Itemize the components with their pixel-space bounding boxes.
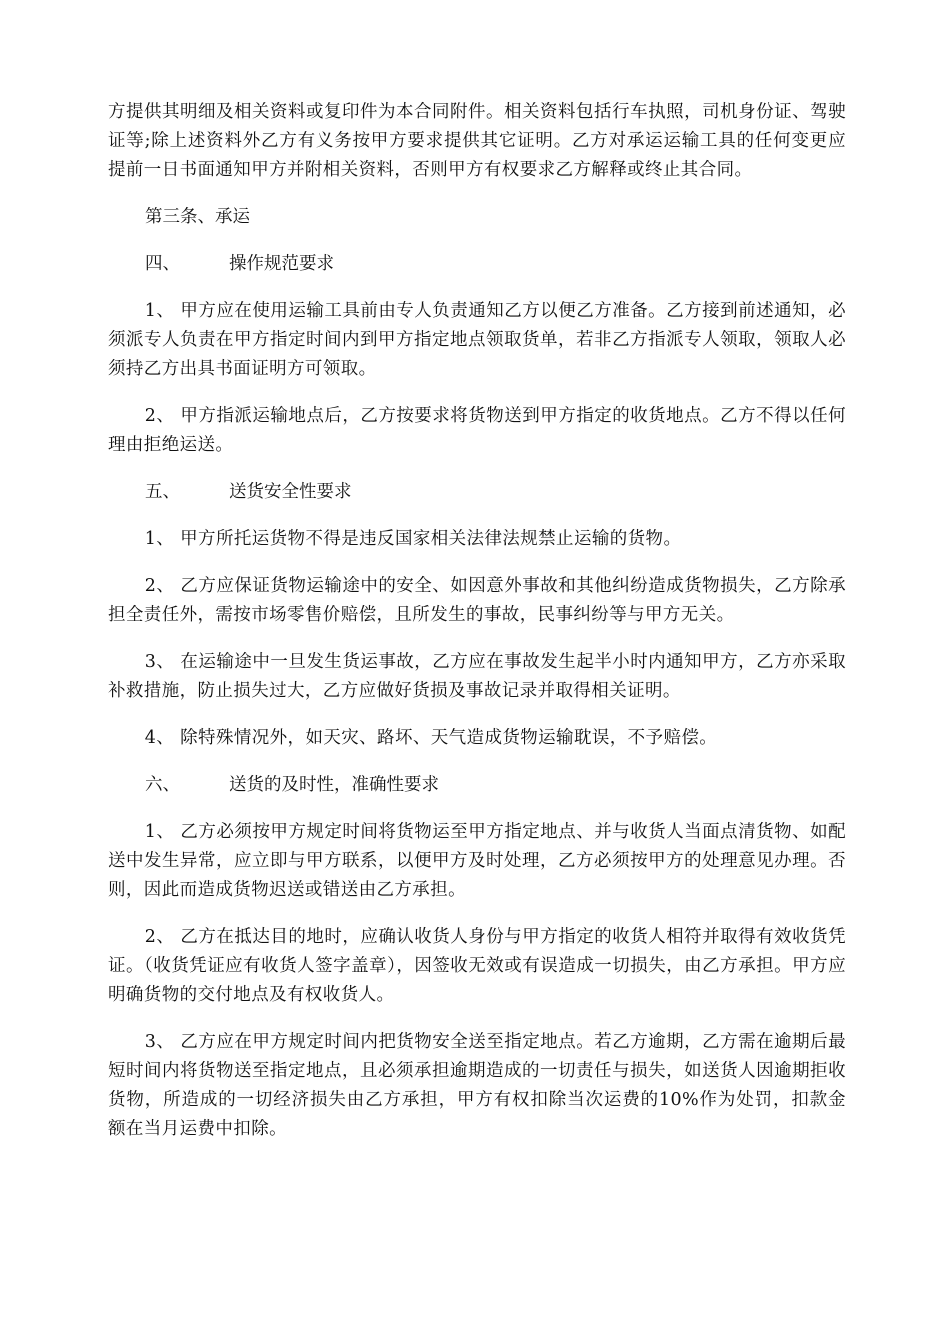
section-5-item-1: 1、 甲方所托运货物不得是违反国家相关法律法规禁止运输的货物。: [144, 529, 682, 549]
section-5-item-4: 4、 除特殊情况外，如天灾、路坏、天气造成货物运输耽误，不予赔偿。: [144, 728, 718, 748]
section-5-item-2: 2、 乙方应保证货物运输途中的安全、如因意外事故和其他纠纷造成货物损失，乙方除承担全责任外，需按市场零售价赔偿，且所发生的事故，民事纠纷等与甲方无关。: [108, 576, 846, 625]
section-5-title: 送货安全性要求: [229, 482, 352, 502]
section-6-number: 六、: [145, 775, 180, 795]
section-4-number: 四、: [145, 254, 180, 274]
section-6-title: 送货的及时性，准确性要求: [229, 775, 439, 795]
section-6-item-3: 3、 乙方应在甲方规定时间内把货物安全送至指定地点。若乙方逾期，乙方需在逾期后最短时间内将货物送至指定地点，且必须承担逾期造成的一切责任与损失，如送货人因逾期拒收货物，所造成的一切经济损失由乙方承担，甲方有权扣除当次运费的10%作为处罚，扣款金额在当月运费中扣除。: [108, 1032, 846, 1139]
article-3-heading: 第三条、承运: [145, 207, 250, 227]
section-5-item-3: 3、 在运输途中一旦发生货运事故，乙方应在事故发生起半小时内通知甲方，乙方亦采取补救措施，防止损失过大，乙方应做好货损及事故记录并取得相关证明。: [108, 652, 846, 701]
section-6-item-2: 2、 乙方在抵达目的地时，应确认收货人身份与甲方指定的收货人相符并取得有效收货凭证。（收货凭证应有收货人签字盖章），因签收无效或有误造成一切损失，由乙方承担。甲方应明确货物的交付地点及有权收货人。: [108, 927, 846, 1005]
section-4-title: 操作规范要求: [229, 254, 334, 274]
section-5-heading: [108, 478, 846, 507]
document-page: [108, 98, 846, 1162]
section-6-heading: [108, 771, 846, 800]
section-4-heading: [108, 250, 846, 279]
section-4-item-2: 2、 甲方指派运输地点后，乙方按要求将货物送到甲方指定的收货地点。乙方不得以任何理由拒绝运送。: [108, 406, 846, 455]
section-4-item-1: 1、 甲方应在使用运输工具前由专人负责通知乙方以便乙方准备。乙方接到前述通知，必须派专人负责在甲方指定时间内到甲方指定地点领取货单，若非乙方指派专人领取，领取人必须持乙方出具书面证明方可领取。: [108, 301, 846, 379]
section-5-number: 五、: [145, 482, 180, 502]
paragraph-continuation: 方提供其明细及相关资料或复印件为本合同附件。相关资料包括行车执照，司机身份证、驾驶证等;除上述资料外乙方有义务按甲方要求提供其它证明。乙方对承运运输工具的任何变更应提前一日书面通知甲方并附相关资料，否则甲方有权要求乙方解释或终止其合同。: [108, 102, 846, 180]
section-6-item-1: 1、 乙方必须按甲方规定时间将货物运至甲方指定地点、并与收货人当面点清货物、如配送中发生异常，应立即与甲方联系，以便甲方及时处理，乙方必须按甲方的处理意见办理。否则，因此而造成货物迟送或错送由乙方承担。: [108, 822, 846, 900]
